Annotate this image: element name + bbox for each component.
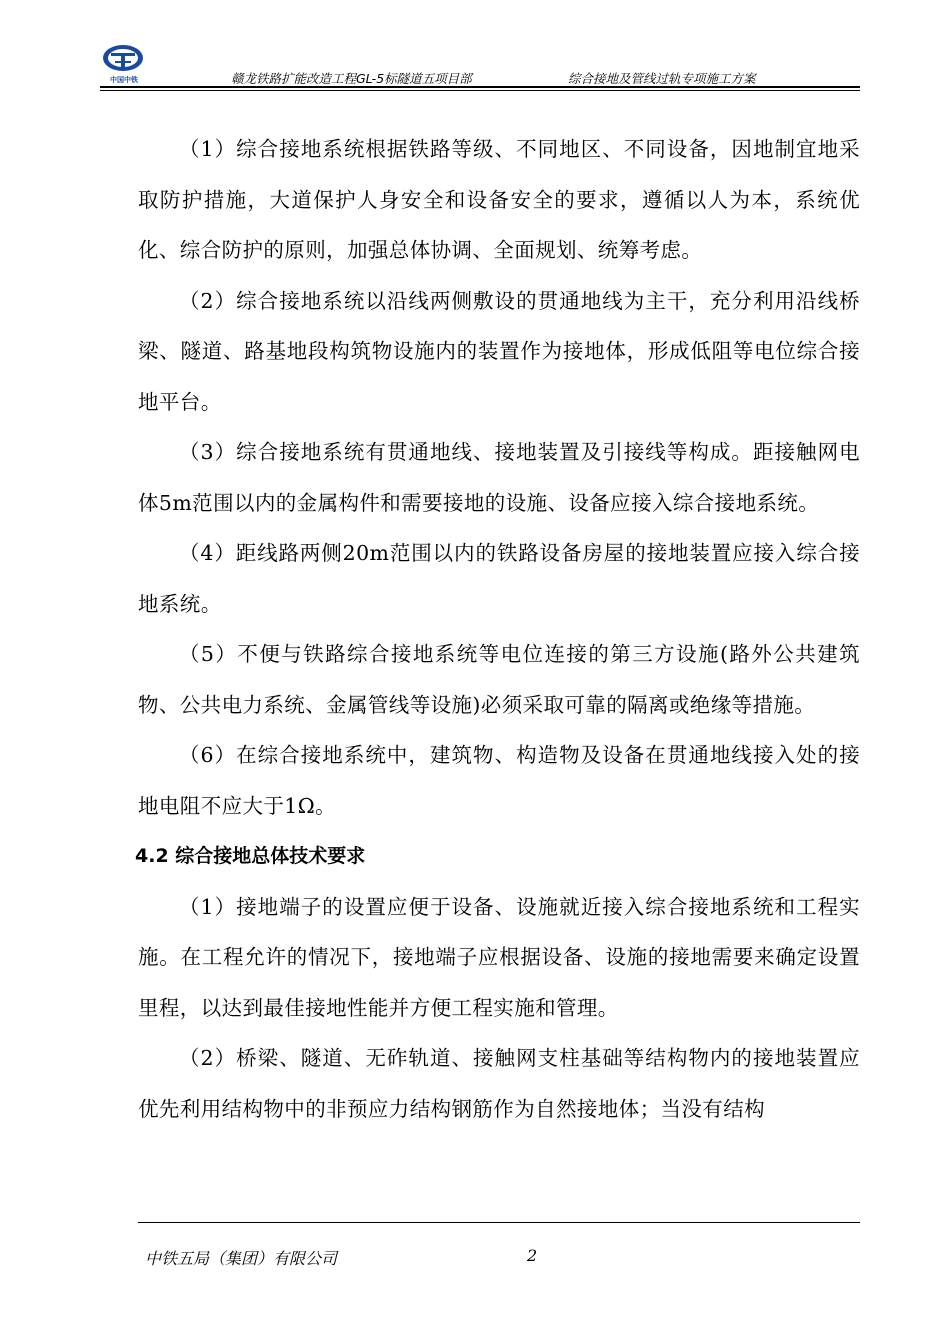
footer-company-name: 中铁五局（集团）有限公司 xyxy=(145,1249,338,1268)
header-divider xyxy=(100,86,860,88)
paragraph: （2）综合接地系统以沿线两侧敷设的贯通地线为主干，充分利用沿线桥梁、隧道、路基地段构筑物设施内的装置作为接地体，形成低阻等电位综合接地平台。 xyxy=(138,288,860,414)
page-number: 2 xyxy=(527,1246,538,1265)
header-document-title: 综合接地及管线过轨专项施工方案 xyxy=(568,71,756,86)
paragraph: （1）综合接地系统根据铁路等级、不同地区、不同设备，因地制宜地采取防护措施，大道保护人身安全和设备安全的要求，遵循以人为本，系统优化、综合防护的原则，加强总体协调、全面规划、统筹考虑。 xyxy=(138,137,860,262)
section-heading: 4.2 综合接地总体技术要求 xyxy=(135,845,366,867)
logo-caption: 中国中铁 xyxy=(110,76,138,84)
paragraph: （4）距线路两侧20m范围以内的铁路设备房屋的接地装置应接入综合接地系统。 xyxy=(138,541,860,616)
document-body xyxy=(135,124,860,1134)
paragraph: （3）综合接地系统有贯通地线、接地装置及引接线等构成。距接触网电体5m范围以内的金属构件和需要接地的设施、设备应接入综合接地系统。 xyxy=(138,440,860,515)
footer-divider xyxy=(138,1222,860,1223)
paragraph: （5）不便与铁路综合接地系统等电位连接的第三方设施(路外公共建筑物、公共电力系统、金属管线等设施)必须采取可靠的隔离或绝缘等措施。 xyxy=(138,642,860,717)
paragraph: （1）接地端子的设置应便于设备、设施就近接入综合接地系统和工程实施。在工程允许的情况下，接地端子应根据设备、设施的接地需要来确定设置里程，以达到最佳接地性能并方便工程实施和管理。 xyxy=(138,894,860,1020)
paragraph: （6）在综合接地系统中，建筑物、构造物及设备在贯通地线接入处的接地电阻不应大于1Ω。 xyxy=(138,743,860,818)
page-header xyxy=(100,44,860,90)
crcc-logo-icon xyxy=(100,44,146,88)
header-project-name: 赣龙铁路扩能改造工程GL-5标隧道五项目部 xyxy=(231,71,472,86)
header-divider-thin xyxy=(100,90,860,91)
paragraph: （2）桥梁、隧道、无砟轨道、接触网支柱基础等结构物内的接地装置应优先利用结构物中的非预应力结构钢筋作为自然接地体；当没有结构 xyxy=(138,1046,860,1121)
